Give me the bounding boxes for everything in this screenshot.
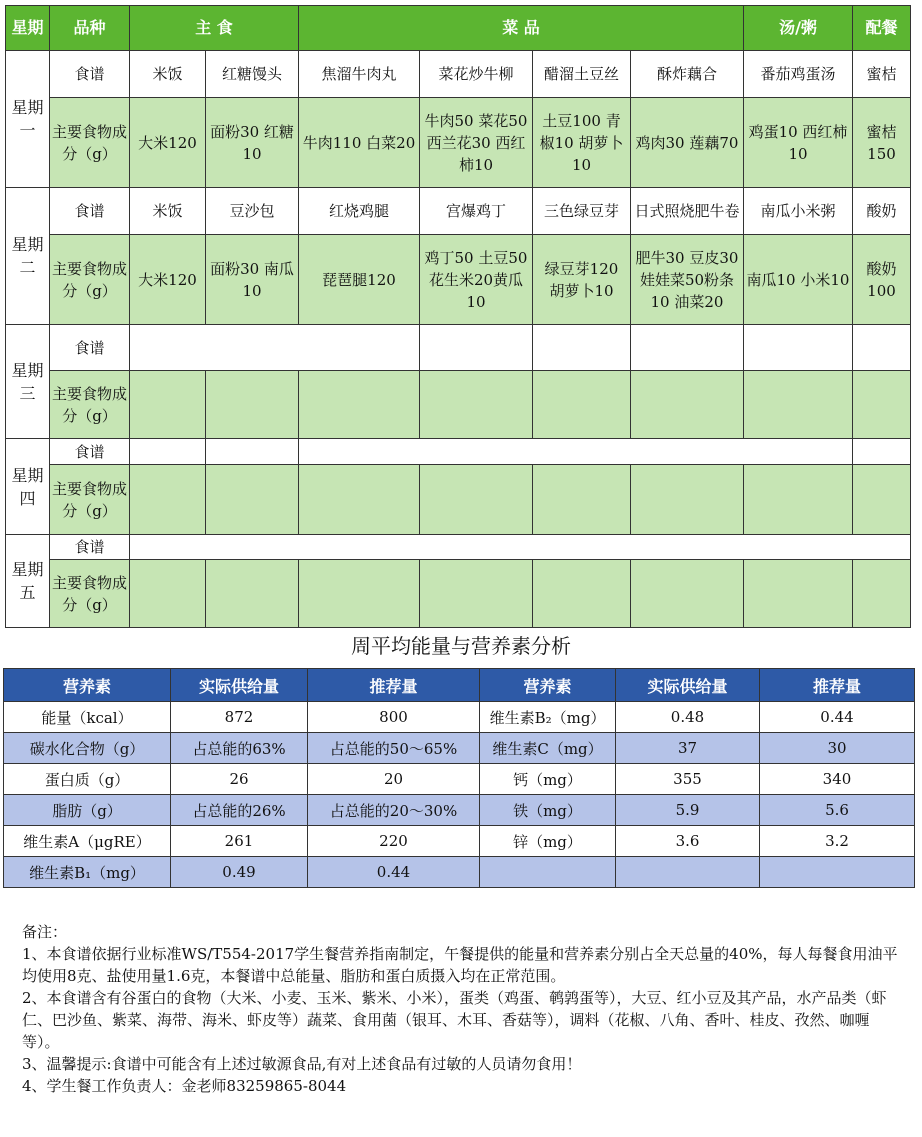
table-cell: 0.44 bbox=[308, 857, 480, 888]
menu-cell bbox=[130, 439, 206, 465]
ingredient-cell bbox=[533, 465, 631, 535]
day-label: 星期四 bbox=[6, 439, 50, 535]
table-cell: 30 bbox=[760, 733, 915, 764]
weekly-menu-table bbox=[5, 5, 911, 628]
table-cell: 0.44 bbox=[760, 702, 915, 733]
header-kind: 品种 bbox=[50, 6, 130, 51]
table-cell: 5.9 bbox=[616, 795, 760, 826]
ingredient-cell: 大米120 bbox=[130, 235, 206, 325]
day-label: 星期一 bbox=[6, 51, 50, 188]
table-cell: 261 bbox=[171, 826, 308, 857]
ingredient-cell bbox=[631, 560, 744, 628]
row-label: 主要食物成分（g） bbox=[50, 98, 130, 188]
ingredient-cell bbox=[631, 371, 744, 439]
row-label: 主要食物成分（g） bbox=[50, 371, 130, 439]
menu-cell: 酥炸藕合 bbox=[631, 51, 744, 98]
ingredient-cell: 酸奶100 bbox=[853, 235, 911, 325]
day-label: 星期五 bbox=[6, 535, 50, 628]
menu-cell: 番茄鸡蛋汤 bbox=[744, 51, 853, 98]
ingredient-cell bbox=[299, 371, 420, 439]
col-header: 推荐量 bbox=[760, 669, 915, 702]
ingredient-cell bbox=[533, 560, 631, 628]
menu-cell bbox=[533, 325, 631, 371]
table-cell: 占总能的20～30% bbox=[308, 795, 480, 826]
table-cell: 铁（mg） bbox=[480, 795, 616, 826]
note-item: 1、本食谱依据行业标准WS/T554-2017学生餐营养指南制定，午餐提供的能量和营养素分别占全天总量的40%，每人每餐食用油平均使用8克、盐使用量1.6克，本餐谱中总能量、脂肪和蛋白质摄入均在正常范围。 bbox=[22, 945, 898, 985]
day-label: 星期二 bbox=[6, 188, 50, 325]
col-header: 实际供给量 bbox=[171, 669, 308, 702]
table-cell: 钙（mg） bbox=[480, 764, 616, 795]
header-side: 配餐 bbox=[853, 6, 911, 51]
ingredient-cell bbox=[420, 560, 533, 628]
ingredient-cell: 绿豆芽120 胡萝卜10 bbox=[533, 235, 631, 325]
menu-cell: 菜花炒牛柳 bbox=[420, 51, 533, 98]
row-label: 主要食物成分（g） bbox=[50, 235, 130, 325]
header-dishes: 菜 品 bbox=[299, 6, 744, 51]
analysis-title: 周平均能量与营养素分析 bbox=[351, 634, 571, 658]
row-label: 食谱 bbox=[50, 325, 130, 371]
ingredient-cell: 鸡丁50 土豆50 花生米20黄瓜10 bbox=[420, 235, 533, 325]
row-label: 主要食物成分（g） bbox=[50, 465, 130, 535]
ingredient-cell: 土豆100 青椒10 胡萝卜10 bbox=[533, 98, 631, 188]
table-cell: 脂肪（g） bbox=[4, 795, 171, 826]
table-cell: 锌（mg） bbox=[480, 826, 616, 857]
row-label: 食谱 bbox=[50, 51, 130, 98]
table-cell: 碳水化合物（g） bbox=[4, 733, 171, 764]
menu-cell bbox=[130, 325, 420, 371]
ingredient-cell bbox=[206, 560, 299, 628]
note-item: 4、学生餐工作负责人：金老师83259865-8044 bbox=[22, 1077, 347, 1095]
ingredient-cell bbox=[299, 560, 420, 628]
ingredient-cell bbox=[130, 560, 206, 628]
menu-cell: 米饭 bbox=[130, 188, 206, 235]
table-cell bbox=[480, 857, 616, 888]
table-row bbox=[4, 702, 915, 733]
col-header: 推荐量 bbox=[308, 669, 480, 702]
col-header: 实际供给量 bbox=[616, 669, 760, 702]
table-cell: 3.6 bbox=[616, 826, 760, 857]
table-cell: 占总能的26% bbox=[171, 795, 308, 826]
ingredient-cell bbox=[744, 465, 853, 535]
note-item: 3、温馨提示:食谱中可能含有上述过敏源食品,有对上述食品有过敏的人员请勿食用！ bbox=[22, 1055, 582, 1073]
ingredient-cell bbox=[130, 465, 206, 535]
ingredient-cell bbox=[853, 465, 911, 535]
header-soup: 汤/粥 bbox=[744, 6, 853, 51]
table-cell: 蛋白质（g） bbox=[4, 764, 171, 795]
table-cell: 占总能的50～65% bbox=[308, 733, 480, 764]
nutrient-analysis-table bbox=[3, 668, 915, 888]
table-cell: 0.48 bbox=[616, 702, 760, 733]
ingredient-cell bbox=[631, 465, 744, 535]
note-item: 2、本食谱含有谷蛋白的食物（大米、小麦、玉米、紫米、小米），蛋类（鸡蛋、鹌鹑蛋等），大豆、红小豆及其产品，水产品类（虾仁、巴沙鱼、紫菜、海带、海米、虾皮等）蔬菜、食用菌（银耳、木耳、香菇等），调料（花椒、八角、香叶、桂皮、孜然、咖喱等）。 bbox=[22, 989, 887, 1051]
ingredient-cell bbox=[130, 371, 206, 439]
table-cell bbox=[760, 857, 915, 888]
table-cell: 维生素A（μgRE） bbox=[4, 826, 171, 857]
menu-cell bbox=[853, 325, 911, 371]
menu-cell bbox=[206, 439, 299, 465]
menu-cell: 醋溜土豆丝 bbox=[533, 51, 631, 98]
table-cell: 维生素B₂（mg） bbox=[480, 702, 616, 733]
menu-cell: 酸奶 bbox=[853, 188, 911, 235]
menu-cell: 日式照烧肥牛卷 bbox=[631, 188, 744, 235]
menu-cell: 豆沙包 bbox=[206, 188, 299, 235]
table-cell: 26 bbox=[171, 764, 308, 795]
table-cell: 37 bbox=[616, 733, 760, 764]
menu-cell bbox=[420, 325, 533, 371]
menu-cell bbox=[744, 325, 853, 371]
ingredient-cell: 大米120 bbox=[130, 98, 206, 188]
ingredient-cell bbox=[420, 371, 533, 439]
menu-cell bbox=[299, 439, 853, 465]
ingredient-cell: 面粉30 红糖10 bbox=[206, 98, 299, 188]
menu-cell: 三色绿豆芽 bbox=[533, 188, 631, 235]
col-header: 营养素 bbox=[4, 669, 171, 702]
table-cell: 占总能的63% bbox=[171, 733, 308, 764]
header-day: 星期 bbox=[6, 6, 50, 51]
ingredient-cell bbox=[744, 371, 853, 439]
table-cell: 355 bbox=[616, 764, 760, 795]
ingredient-cell bbox=[533, 371, 631, 439]
table-cell: 340 bbox=[760, 764, 915, 795]
ingredient-cell: 牛肉110 白菜20 bbox=[299, 98, 420, 188]
ingredient-cell: 肥牛30 豆皮30 娃娃菜50粉条10 油菜20 bbox=[631, 235, 744, 325]
ingredient-cell bbox=[206, 371, 299, 439]
table-cell: 220 bbox=[308, 826, 480, 857]
menu-cell bbox=[631, 325, 744, 371]
menu-cell bbox=[853, 439, 911, 465]
table-cell: 0.49 bbox=[171, 857, 308, 888]
row-label: 食谱 bbox=[50, 188, 130, 235]
table-cell: 3.2 bbox=[760, 826, 915, 857]
table-cell: 800 bbox=[308, 702, 480, 733]
row-label: 食谱 bbox=[50, 535, 130, 560]
ingredient-cell: 南瓜10 小米10 bbox=[744, 235, 853, 325]
table-cell: 能量（kcal） bbox=[4, 702, 171, 733]
ingredient-cell: 蜜桔150 bbox=[853, 98, 911, 188]
table-cell: 维生素B₁（mg） bbox=[4, 857, 171, 888]
table-cell bbox=[616, 857, 760, 888]
table-row bbox=[4, 764, 915, 795]
menu-cell: 蜜桔 bbox=[853, 51, 911, 98]
ingredient-cell: 琵琶腿120 bbox=[299, 235, 420, 325]
menu-cell: 红糖馒头 bbox=[206, 51, 299, 98]
ingredient-cell bbox=[853, 371, 911, 439]
row-label: 主要食物成分（g） bbox=[50, 560, 130, 628]
menu-cell: 宫爆鸡丁 bbox=[420, 188, 533, 235]
ingredient-cell bbox=[853, 560, 911, 628]
ingredient-cell bbox=[420, 465, 533, 535]
ingredient-cell bbox=[206, 465, 299, 535]
col-header: 营养素 bbox=[480, 669, 616, 702]
menu-cell: 米饭 bbox=[130, 51, 206, 98]
row-label: 食谱 bbox=[50, 439, 130, 465]
menu-cell bbox=[130, 535, 911, 560]
table-row bbox=[4, 857, 915, 888]
menu-cell: 红烧鸡腿 bbox=[299, 188, 420, 235]
menu-cell: 焦溜牛肉丸 bbox=[299, 51, 420, 98]
ingredient-cell: 鸡肉30 莲藕70 bbox=[631, 98, 744, 188]
ingredient-cell: 鸡蛋10 西红柿10 bbox=[744, 98, 853, 188]
ingredient-cell: 牛肉50 菜花50 西兰花30 西红柿10 bbox=[420, 98, 533, 188]
day-label: 星期三 bbox=[6, 325, 50, 439]
ingredient-cell: 面粉30 南瓜10 bbox=[206, 235, 299, 325]
header-staple: 主 食 bbox=[130, 6, 299, 51]
table-cell: 维生素C（mg） bbox=[480, 733, 616, 764]
table-row bbox=[4, 733, 915, 764]
table-cell: 872 bbox=[171, 702, 308, 733]
ingredient-cell bbox=[744, 560, 853, 628]
table-row bbox=[4, 795, 915, 826]
ingredient-cell bbox=[299, 465, 420, 535]
notes-section bbox=[22, 921, 902, 1097]
table-cell: 5.6 bbox=[760, 795, 915, 826]
notes-title: 备注： bbox=[22, 923, 68, 941]
table-cell: 20 bbox=[308, 764, 480, 795]
menu-cell: 南瓜小米粥 bbox=[744, 188, 853, 235]
table-row bbox=[4, 826, 915, 857]
